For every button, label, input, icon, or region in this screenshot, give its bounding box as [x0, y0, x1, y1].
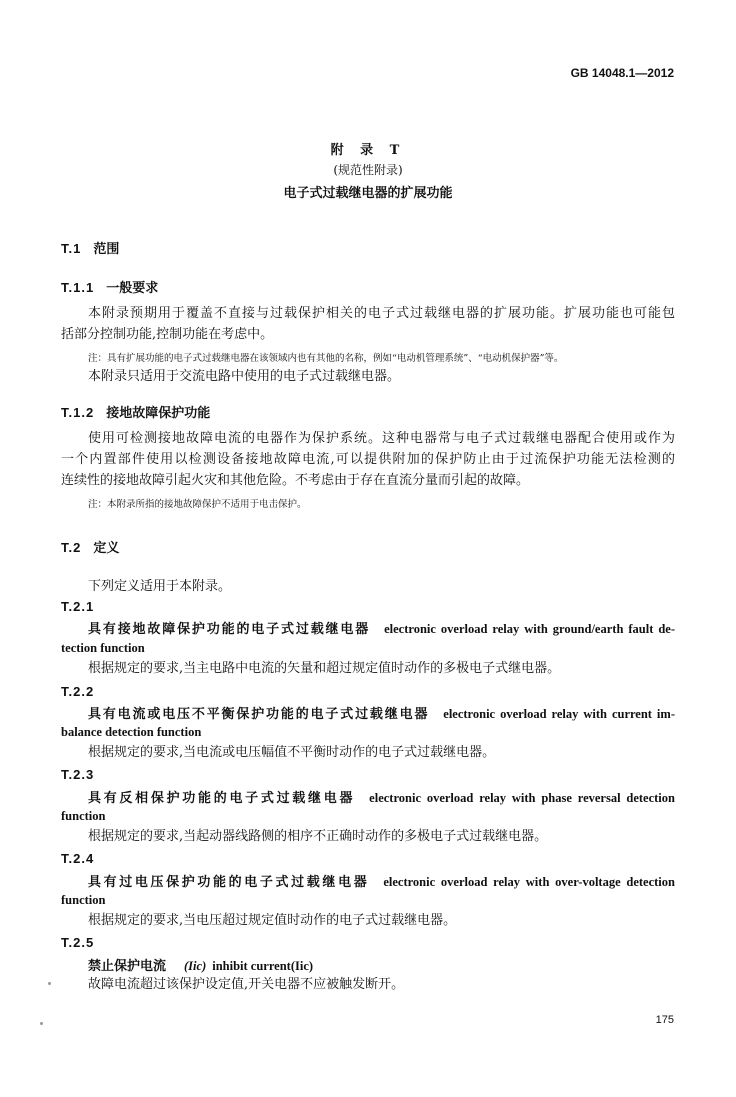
scan-speck — [48, 982, 51, 985]
term-en: electronic overload relay with current im- — [443, 707, 675, 721]
section-number: T.1 — [61, 241, 82, 256]
term-zh: 具有电流或电压不平衡保护功能的电子式过载继电器 — [88, 707, 430, 722]
term-line — [88, 871, 675, 890]
section-t2-heading — [61, 537, 119, 556]
annex-label: 附 录 T — [330, 143, 406, 158]
term-number-text: T.2.4 — [61, 851, 95, 866]
term-definition: 根据规定的要求,当电流或电压幅值不平衡时动作的电子式过载继电器。 — [88, 745, 496, 760]
term-definition: 根据规定的要求,当起动器线路侧的相序不正确时动作的多极电子式过载继电器。 — [88, 829, 548, 844]
annex-title: 电子式过载继电器的扩展功能 — [283, 186, 453, 201]
paragraph-line: 使用可检测接地故障电流的电器作为保护系统。这种电器常与电子式过载继电器配合使用或作为 — [88, 431, 675, 446]
term-line — [88, 618, 675, 637]
section-t12-heading — [61, 402, 210, 421]
section-t11-heading — [61, 277, 158, 296]
term-zh: 禁止保护电流 — [88, 959, 167, 974]
term-number-text: T.2.3 — [61, 767, 95, 782]
term-number — [61, 851, 106, 866]
standard-code: GB 14048.1—2012 — [570, 66, 674, 80]
term-number-text: T.2.5 — [61, 935, 95, 950]
section-number: T.1.1 — [61, 280, 95, 295]
scan-speck — [40, 1022, 43, 1025]
term-number-text: T.2.1 — [61, 599, 95, 614]
term-en-cont: function — [61, 893, 106, 907]
section-title: 定义 — [93, 540, 120, 555]
term-definition: 根据规定的要求,当电压超过规定值时动作的电子式过载继电器。 — [88, 913, 457, 928]
section-title: 接地故障保护功能 — [106, 405, 211, 420]
term-zh: 具有过电压保护功能的电子式过载继电器 — [88, 875, 370, 890]
term-en: electronic overload relay with over-voltage detection — [383, 875, 675, 889]
section-title: 一般要求 — [106, 280, 159, 295]
note: 注：具有扩展功能的电子式过载继电器在该领域内也有其他的名称，例如“电动机管理系统”、“电动机保护器”等。 — [88, 353, 564, 364]
section-t1-heading — [61, 238, 119, 257]
note: 注：本附录所指的接地故障保护不适用于电击保护。 — [88, 499, 307, 510]
paragraph-line: 括部分控制功能,控制功能在考虑中。 — [61, 327, 274, 342]
section-title: 范围 — [93, 241, 120, 256]
paragraph-line: 本附录预期用于覆盖不直接与过载保护相关的电子式过载继电器的扩展功能。扩展功能也可能包 — [88, 306, 675, 321]
term-en: electronic overload relay with phase reversal detection — [369, 791, 675, 805]
term-definition: 故障电流超过该保护设定值,开关电器不应被触发断开。 — [88, 977, 405, 992]
term-line — [61, 641, 145, 656]
term-en-cont: function — [61, 809, 106, 823]
paragraph: 下列定义适用于本附录。 — [88, 579, 232, 594]
term-line — [88, 955, 313, 974]
paragraph: 本附录只适用于交流电路中使用的电子式过载继电器。 — [88, 369, 401, 384]
term-zh: 具有接地故障保护功能的电子式过载继电器 — [88, 622, 371, 637]
term-number — [61, 767, 106, 782]
term-line — [61, 725, 201, 740]
term-number — [61, 935, 106, 950]
annex-type: (规范性附录) — [333, 163, 403, 177]
term-en-cont: tection function — [61, 641, 145, 655]
term-number-text: T.2.2 — [61, 684, 95, 699]
paragraph-line: 一个内置部件使用以检测设备接地故障电流,可以提供附加的保护防止由于过流保护功能无法检测的 — [61, 452, 675, 467]
term-line — [88, 787, 675, 806]
term-en: inhibit current(Iic) — [212, 959, 314, 973]
term-definition: 根据规定的要求,当主电路中电流的矢量和超过规定值时动作的多极电子式继电器。 — [88, 661, 561, 676]
term-line — [61, 893, 105, 908]
term-line — [88, 703, 675, 722]
term-number — [61, 599, 106, 614]
term-zh: 具有反相保护功能的电子式过载继电器 — [88, 791, 356, 806]
section-number: T.2 — [61, 540, 82, 555]
term-line — [61, 809, 105, 824]
term-number — [61, 684, 106, 699]
paragraph-line: 连续性的接地故障引起火灾和其他危险。不考虑由于存在直流分量而引起的故障。 — [61, 473, 530, 488]
page-number: 175 — [655, 1014, 674, 1026]
term-symbol: (Iic) — [184, 959, 207, 973]
section-number: T.1.2 — [61, 405, 95, 420]
term-en: electronic overload relay with ground/earth fault de- — [384, 622, 675, 636]
term-en-cont: balance detection function — [61, 725, 202, 739]
